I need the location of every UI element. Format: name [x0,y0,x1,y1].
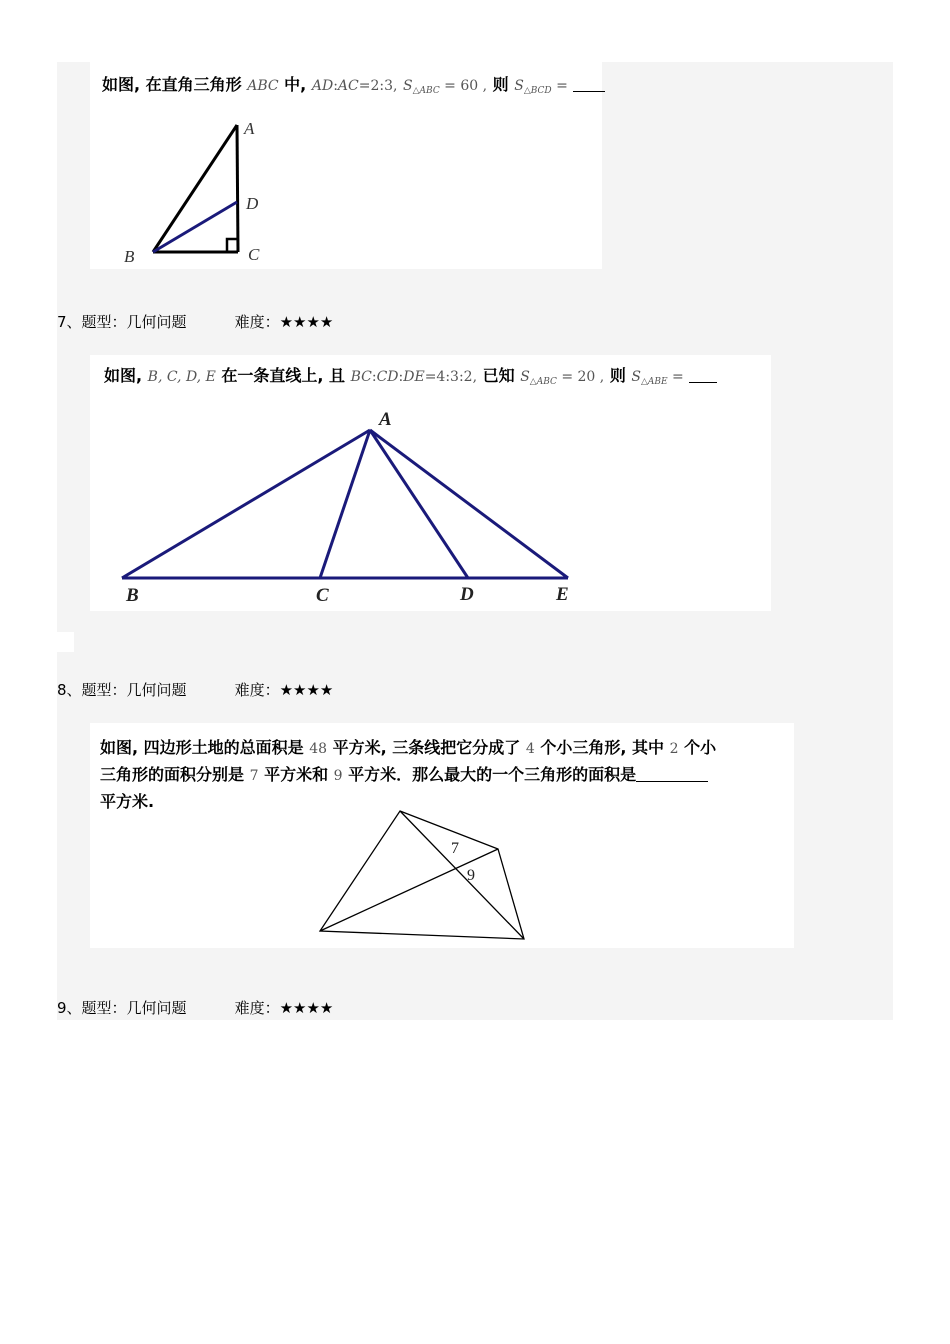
q8-text-part: 平方米. [100,792,155,811]
q8-meta [57,680,333,700]
q7-var: B, C, D, E [147,369,216,385]
q7-difficulty-label: 难度： [234,313,280,331]
q7-segment-ab [122,430,370,578]
q9-type-label: 题型：几何问题 [81,999,187,1017]
q6-area-symbol: S [514,78,524,94]
q9-number: 9、 [57,999,82,1017]
q8-quadrilateral [320,811,524,939]
q7-text-part: 如图, [104,366,148,385]
page-notch [57,632,74,652]
q7-area-symbol: S [520,369,530,385]
q7-segment-ad [370,430,468,578]
q6-figure [90,62,602,269]
q6-segment-bd [153,202,237,252]
q8-text-part: 平方米和 [258,765,334,784]
q8-text-part: 个小 [678,738,717,757]
q8-text-part: 平方米, 三条线把它分成了 [327,738,526,757]
q6-label-b: B [124,247,135,266]
q6-area-subscript: △ABC [412,86,440,96]
q8-number-value: 7 [249,768,259,784]
q7-var: CD [376,369,399,385]
q8-number-value: 2 [669,741,679,757]
q8-text-part: 平方米．那么最大的一个三角形的面积是 [342,765,637,784]
q7-text-part: 已知 [477,366,521,385]
q6-var: AC [337,78,359,94]
q7-difficulty-stars: ★★★★ [279,313,334,331]
q6-right-angle-mark [227,239,238,252]
q7-label-c: C [316,585,329,606]
q8-text-part: 如图, 四边形土地的总面积是 [100,738,310,757]
q7-equals: = [667,369,684,385]
q6-var: ABC [247,78,279,94]
q7-type-label: 题型：几何问题 [81,313,187,331]
q6-text-part: : [333,78,338,94]
q7-segment-ac [320,430,370,578]
q7-figure [90,355,771,611]
q7-text-part: 在一条直线上, 且 [215,366,351,385]
q7-area-subscript: △ABE [641,377,668,387]
q6-ratio: =2:3, [358,78,398,94]
q8-number-value: 9 [333,768,343,784]
q7-card [90,355,771,611]
q8-type-label: 题型：几何问题 [81,681,187,699]
q7-area-symbol: S [631,369,641,385]
q7-number: 7、 [57,313,82,331]
q6-side-ac [237,125,238,252]
q8-label-nine: 9 [467,867,475,884]
q8-figure [90,723,794,948]
q6-text-part: 中, [278,75,312,94]
q8-card [90,723,794,948]
q6-side-ab [153,125,237,252]
q8-number-value: 4 [525,741,535,757]
q7-var: DE [403,369,425,385]
q7-segment-ae [370,430,568,578]
q8-text-part: 三角形的面积分别是 [100,765,250,784]
q6-text-part: 则 [487,75,515,94]
q7-var: BC [350,369,372,385]
q7-text-part: 则 [604,366,632,385]
q8-number: 8、 [57,681,82,699]
q7-label-b: B [126,585,139,606]
q6-area-symbol: S [403,78,413,94]
q9-difficulty-stars: ★★★★ [279,999,334,1017]
q6-label-c: C [248,245,260,264]
q6-area-value: = 60 , [439,78,488,94]
q7-label-e: E [556,584,569,605]
q6-var: AD [311,78,334,94]
q7-area-value: = 20 , [556,369,605,385]
q8-difficulty-stars: ★★★★ [279,681,334,699]
q9-difficulty-label: 难度： [234,999,280,1017]
q8-number-value: 48 [309,741,328,757]
q6-label-d: D [246,194,259,213]
q6-area-subscript: △BCD [523,86,552,96]
q6-equals: = [551,78,568,94]
q7-text-part: : [371,369,377,385]
q8-text-part: 个小三角形, 其中 [534,738,670,757]
q6-text-part: 如图, 在直角三角形 [102,75,248,94]
q9-meta [57,998,333,1018]
q8-label-seven: 7 [451,840,459,857]
q8-difficulty-label: 难度： [234,681,280,699]
q7-text-part: : [398,369,404,385]
q7-ratio: =4:3:2, [424,369,478,385]
q7-meta [57,312,333,332]
q7-label-a: A [379,409,392,430]
q7-label-d: D [460,584,474,605]
q6-card [90,62,602,269]
q6-label-a: A [244,119,255,138]
q7-area-subscript: △ABC [529,377,557,387]
